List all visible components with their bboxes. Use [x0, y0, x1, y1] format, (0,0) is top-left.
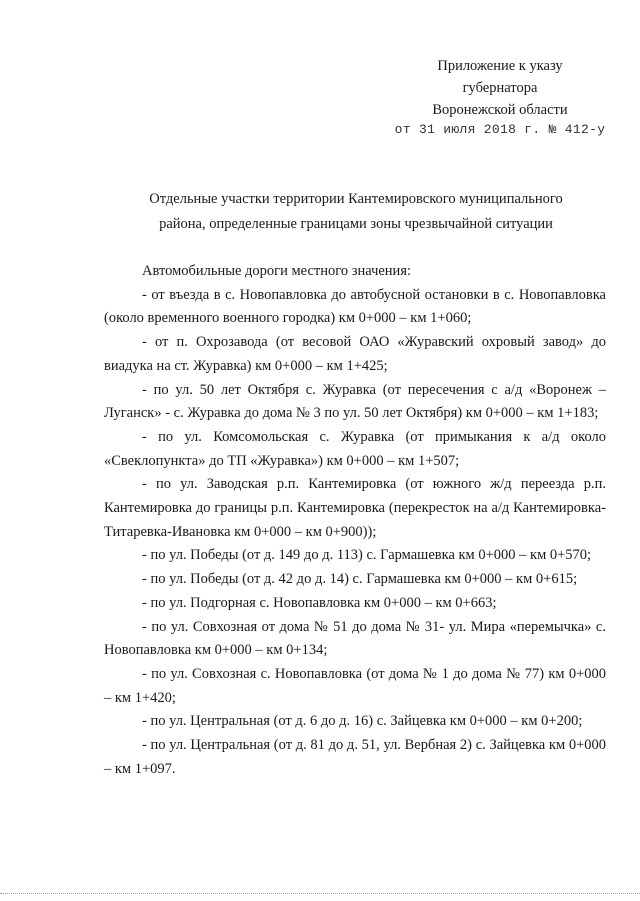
list-item: - по ул. 50 лет Октября с. Журавка (от пересечения с а/д «Воронеж – Луганск» - с. Журавка до дома № 3 по ул. 50 лет Октября) км 0+000 – км 1+183; — [104, 381, 606, 422]
list-item: - от п. Охрозавода (от весовой ОАО «Журавский охровый завод» до виадука на ст. Журавка) км 0+000 – км 1+425; — [104, 334, 606, 374]
document-title — [112, 187, 600, 237]
document-header — [380, 55, 620, 141]
list-item: - по ул. Комсомольская с. Журавка (от примыкания к а/д около «Свеклопункта» до ТП «Журавка») км 0+000 – км 1+507; — [104, 428, 606, 469]
list-item: - по ул. Центральная (от д. 6 до д. 16) с. Зайцевка км 0+000 – км 0+200; — [142, 713, 583, 730]
list-item: - по ул. Совхозная с. Новопавловка (от дома № 1 до дома № 77) км 0+000 – км 1+420; — [104, 665, 606, 706]
title-line-2: района, определенные границами зоны чрезвычайной ситуации — [159, 216, 553, 232]
list-item: - по ул. Заводская р.п. Кантемировка (от южного ж/д переезда р.п. Кантемировка до границы р.п. Кантемировка (перекресток на а/д Кантемировка-Титаревка-Ивановка км 0+000 – км 0+900)); — [104, 476, 606, 540]
list-item: - по ул. Подгорная с. Новопавловка км 0+000 – км 0+663; — [142, 594, 497, 611]
list-item: - от въезда в с. Новопавловка до автобусной остановки в с. Новопавловка (около временного военного городка) км 0+000 – км 1+060; — [104, 286, 606, 327]
title-line-1: Отдельные участки территории Кантемировского муниципального — [149, 191, 563, 207]
intro-paragraph: Автомобильные дороги местного значения: — [142, 263, 412, 279]
page-bottom-divider — [0, 893, 640, 895]
header-governor-line: губернатора — [462, 80, 538, 96]
header-region-line: Воронежской области — [432, 102, 568, 118]
list-item: - по ул. Победы (от д. 149 до д. 113) с. Гармашевка км 0+000 – км 0+570; — [142, 547, 592, 564]
list-item: - по ул. Победы (от д. 42 до д. 14) с. Гармашевка км 0+000 – км 0+615; — [142, 571, 578, 588]
list-item: - по ул. Совхозная от дома № 51 до дома № 31- ул. Мира «перемычка» с. Новопавловка км 0+000 – км 0+134; — [104, 618, 606, 659]
header-date-number: от 31 июля 2018 г. № 412-у — [394, 122, 606, 137]
header-appendix-line: Приложение к указу — [437, 58, 563, 74]
document-body — [104, 260, 606, 781]
list-item: - по ул. Центральная (от д. 81 до д. 51, ул. Вербная 2) с. Зайцевка км 0+000 – км 1+097. — [104, 737, 606, 777]
